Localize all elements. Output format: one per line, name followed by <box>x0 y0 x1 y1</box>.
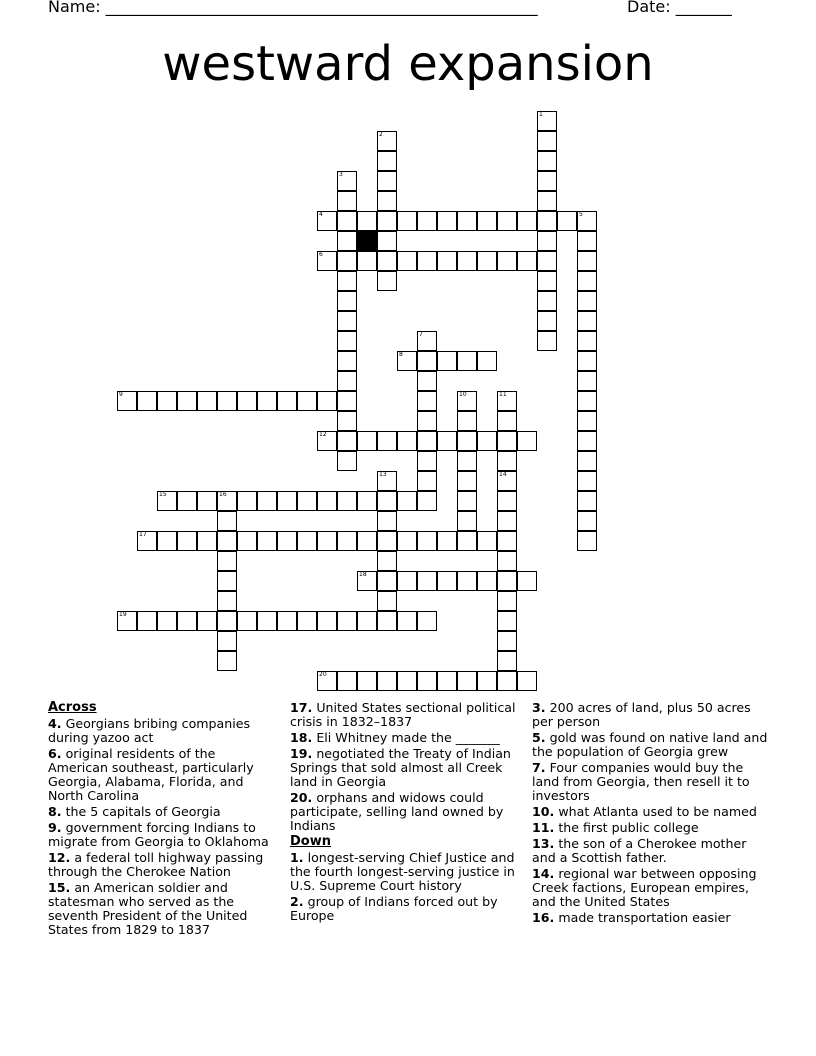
grid-cell[interactable] <box>197 611 217 631</box>
grid-cell[interactable] <box>377 671 397 691</box>
grid-cell[interactable] <box>417 371 437 391</box>
grid-cell[interactable] <box>457 471 477 491</box>
grid-cell[interactable] <box>217 551 237 571</box>
grid-cell[interactable] <box>337 451 357 471</box>
grid-cell[interactable] <box>497 671 517 691</box>
grid-cell[interactable] <box>577 411 597 431</box>
grid-cell[interactable] <box>357 251 377 271</box>
clue-number: 13 <box>379 471 387 478</box>
clue-number: 20 <box>319 671 327 678</box>
grid-cell[interactable] <box>457 671 477 691</box>
grid-cell[interactable] <box>477 251 497 271</box>
grid-cell[interactable] <box>417 431 437 451</box>
grid-cell[interactable] <box>417 351 437 371</box>
grid-cell[interactable] <box>397 211 417 231</box>
grid-cell[interactable] <box>197 531 217 551</box>
grid-cell[interactable] <box>377 591 397 611</box>
grid-cell[interactable] <box>497 611 517 631</box>
grid-cell[interactable] <box>197 491 217 511</box>
grid-cell[interactable] <box>417 411 437 431</box>
grid-cell[interactable] <box>117 391 137 411</box>
clue-number: 10 <box>459 391 467 398</box>
clue-number: 6 <box>319 251 323 258</box>
grid-cell[interactable] <box>317 671 337 691</box>
grid-cell[interactable] <box>417 491 437 511</box>
grid-cell[interactable] <box>317 491 337 511</box>
clue-down-3: 3. 200 acres of land, plus 50 acres per person <box>532 700 751 729</box>
grid-cell[interactable] <box>237 391 257 411</box>
grid-cell[interactable] <box>537 311 557 331</box>
name-field[interactable]: Name: ______________________________________________________ <box>48 0 538 16</box>
grid-cell[interactable] <box>157 531 177 551</box>
grid-cell[interactable] <box>197 391 217 411</box>
grid-cell[interactable] <box>357 431 377 451</box>
grid-cell[interactable] <box>377 611 397 631</box>
grid-cell[interactable] <box>577 251 597 271</box>
grid-cell[interactable] <box>377 191 397 211</box>
grid-cell[interactable] <box>397 671 417 691</box>
clue-across-19: 19. negotiated the Treaty of Indian Springs that sold almost all Creek land in Georgia <box>290 746 511 789</box>
grid-cell[interactable] <box>217 571 237 591</box>
grid-cell[interactable] <box>497 531 517 551</box>
grid-cell[interactable] <box>477 351 497 371</box>
clue-number: 2 <box>379 131 383 138</box>
clue-number: 17 <box>139 531 147 538</box>
grid-cell[interactable] <box>497 491 517 511</box>
clue-down-2: 2. group of Indians forced out by Europe <box>290 894 498 923</box>
grid-cell[interactable] <box>317 211 337 231</box>
grid-cell[interactable] <box>337 331 357 351</box>
clue-number: 15 <box>159 491 167 498</box>
grid-cell[interactable] <box>337 391 357 411</box>
grid-cell[interactable] <box>417 571 437 591</box>
grid-cell[interactable] <box>577 451 597 471</box>
grid-cell[interactable] <box>477 211 497 231</box>
grid-cell[interactable] <box>537 111 557 131</box>
clue-number: 9 <box>119 391 123 398</box>
grid-cell[interactable] <box>337 251 357 271</box>
grid-cell[interactable] <box>417 211 437 231</box>
grid-cell[interactable] <box>577 271 597 291</box>
clue-down-7: 7. Four companies would buy the land from Georgia, then resell it to investors <box>532 760 750 803</box>
grid-cell[interactable] <box>397 571 417 591</box>
grid-cell[interactable] <box>257 391 277 411</box>
grid-cell[interactable] <box>577 471 597 491</box>
grid-cell[interactable] <box>337 431 357 451</box>
grid-cell[interactable] <box>297 491 317 511</box>
grid-cell[interactable] <box>577 291 597 311</box>
grid-cell[interactable] <box>337 371 357 391</box>
grid-cell[interactable] <box>417 451 437 471</box>
clue-down-11: 11. the first public college <box>532 820 699 835</box>
grid-cell[interactable] <box>537 271 557 291</box>
grid-cell[interactable] <box>157 391 177 411</box>
clue-down-1: 1. longest-serving Chief Justice and the fourth longest-serving justice in U.S. Supreme Court history <box>290 850 515 893</box>
grid-cell[interactable] <box>537 251 557 271</box>
grid-cell[interactable] <box>577 491 597 511</box>
grid-cell[interactable] <box>277 491 297 511</box>
grid-cell[interactable] <box>537 211 557 231</box>
grid-cell[interactable] <box>537 191 557 211</box>
clue-number: 14 <box>499 471 507 478</box>
grid-cell[interactable] <box>517 211 537 231</box>
grid-cell[interactable] <box>397 431 417 451</box>
grid-cell[interactable] <box>337 171 357 191</box>
clue-number: 8 <box>399 351 403 358</box>
grid-cell[interactable] <box>457 491 477 511</box>
grid-cell[interactable] <box>457 391 477 411</box>
grid-cell[interactable] <box>377 211 397 231</box>
grid-cell[interactable] <box>437 431 457 451</box>
grid-cell[interactable] <box>217 651 237 671</box>
grid-cell[interactable] <box>177 531 197 551</box>
grid-cell[interactable] <box>337 211 357 231</box>
grid-cell[interactable] <box>457 351 477 371</box>
clue-number: 5 <box>579 211 583 218</box>
grid-cell[interactable] <box>457 251 477 271</box>
clue-number: 11 <box>499 391 507 398</box>
grid-cell[interactable] <box>537 131 557 151</box>
grid-cell[interactable] <box>277 531 297 551</box>
grid-cell[interactable] <box>297 391 317 411</box>
grid-cell[interactable] <box>417 671 437 691</box>
grid-cell[interactable] <box>477 671 497 691</box>
grid-cell[interactable] <box>577 351 597 371</box>
grid-cell[interactable] <box>337 611 357 631</box>
grid-cell[interactable] <box>577 211 597 231</box>
clue-down-14: 14. regional war between opposing Creek factions, European empires, and the United States <box>532 866 757 909</box>
grid-cell[interactable] <box>497 431 517 451</box>
grid-cell[interactable] <box>577 311 597 331</box>
grid-cell[interactable] <box>317 431 337 451</box>
grid-cell[interactable] <box>377 231 397 251</box>
clue-down-13: 13. the son of a Cherokee mother and a Scottish father. <box>532 836 747 865</box>
grid-cell[interactable] <box>277 611 297 631</box>
grid-cell[interactable] <box>577 431 597 451</box>
grid-cell[interactable] <box>417 531 437 551</box>
grid-cell[interactable] <box>357 671 377 691</box>
clue-across-9: 9. government forcing Indians to migrate from Georgia to Oklahoma <box>48 820 269 849</box>
grid-cell[interactable] <box>217 531 237 551</box>
grid-cell[interactable] <box>357 491 377 511</box>
grid-cell[interactable] <box>457 511 477 531</box>
grid-cell[interactable] <box>317 531 337 551</box>
grid-cell[interactable] <box>377 491 397 511</box>
grid-cell[interactable] <box>377 551 397 571</box>
grid-cell[interactable] <box>417 251 437 271</box>
grid-cell[interactable] <box>457 531 477 551</box>
puzzle-title: westward expansion <box>162 36 654 92</box>
grid-cell[interactable] <box>417 611 437 631</box>
clue-across-4: 4. Georgians bribing companies during yazoo act <box>48 716 251 745</box>
grid-cell[interactable] <box>317 251 337 271</box>
grid-cell[interactable] <box>117 611 137 631</box>
grid-cell[interactable] <box>217 491 237 511</box>
clue-number: 3 <box>339 171 343 178</box>
grid-cell[interactable] <box>477 531 497 551</box>
grid-cell[interactable] <box>437 211 457 231</box>
grid-cell[interactable] <box>357 531 377 551</box>
clue-down-5: 5. gold was found on native land and the population of Georgia grew <box>532 730 768 759</box>
clue-down-10: 10. what Atlanta used to be named <box>532 804 757 819</box>
grid-cell[interactable] <box>497 211 517 231</box>
grid-cell[interactable] <box>377 511 397 531</box>
grid-cell[interactable] <box>497 471 517 491</box>
date-field[interactable]: Date: _______ <box>627 0 732 16</box>
grid-cell[interactable] <box>517 571 537 591</box>
grid-cell[interactable] <box>577 231 597 251</box>
grid-cell[interactable] <box>397 531 417 551</box>
grid-cell[interactable] <box>437 531 457 551</box>
grid-cell[interactable] <box>477 431 497 451</box>
grid-cell[interactable] <box>337 411 357 431</box>
clue-across-8: 8. the 5 capitals of Georgia <box>48 804 221 819</box>
grid-cell[interactable] <box>577 531 597 551</box>
grid-cell[interactable] <box>377 571 397 591</box>
grid-cell[interactable] <box>257 531 277 551</box>
grid-cell[interactable] <box>377 131 397 151</box>
grid-cell[interactable] <box>137 391 157 411</box>
clue-across-6: 6. original residents of the American southeast, particularly Georgia, Alabama, Florida, and North Carolina <box>48 746 254 803</box>
clue-number: 18 <box>359 571 367 578</box>
grid-cell[interactable] <box>177 491 197 511</box>
grid-cell[interactable] <box>517 671 537 691</box>
clue-across-15: 15. an American soldier and statesman who served as the seventh President of the United States from 1829 to 1837 <box>48 880 248 937</box>
grid-cell[interactable] <box>377 531 397 551</box>
grid-cell[interactable] <box>477 571 497 591</box>
clue-number: 4 <box>319 211 323 218</box>
clues-column-2 <box>290 701 520 925</box>
across-heading: Across <box>48 700 97 715</box>
grid-cell[interactable] <box>377 431 397 451</box>
grid-cell[interactable] <box>397 251 417 271</box>
grid-cell[interactable] <box>577 511 597 531</box>
grid-cell[interactable] <box>337 351 357 371</box>
grid-cell[interactable] <box>177 391 197 411</box>
grid-cell[interactable] <box>557 211 577 231</box>
grid-cell[interactable] <box>377 171 397 191</box>
grid-cell[interactable] <box>317 391 337 411</box>
grid-cell[interactable] <box>497 631 517 651</box>
grid-cell[interactable] <box>537 171 557 191</box>
grid-cell[interactable] <box>457 571 477 591</box>
grid-cell[interactable] <box>497 551 517 571</box>
grid-cell[interactable] <box>497 511 517 531</box>
grid-cell[interactable] <box>257 491 277 511</box>
grid-cell[interactable] <box>357 571 377 591</box>
grid-cell[interactable] <box>437 251 457 271</box>
grid-cell[interactable] <box>337 311 357 331</box>
grid-cell[interactable] <box>417 391 437 411</box>
grid-cell[interactable] <box>217 631 237 651</box>
grid-cell[interactable] <box>497 411 517 431</box>
down-heading: Down <box>290 834 331 849</box>
clues-column-3 <box>532 701 772 927</box>
grid-cell[interactable] <box>437 351 457 371</box>
grid-cell[interactable] <box>237 491 257 511</box>
grid-cell[interactable] <box>297 531 317 551</box>
grid-cell[interactable] <box>457 451 477 471</box>
grid-cell[interactable] <box>137 611 157 631</box>
grid-cell[interactable] <box>437 671 457 691</box>
grid-cell[interactable] <box>157 491 177 511</box>
grid-cell[interactable] <box>577 331 597 351</box>
grid-cell[interactable] <box>497 251 517 271</box>
grid-cell[interactable] <box>217 391 237 411</box>
grid-cell[interactable] <box>537 331 557 351</box>
grid-cell[interactable] <box>457 431 477 451</box>
clue-number: 19 <box>119 611 127 618</box>
clue-number: 7 <box>419 331 423 338</box>
grid-cell[interactable] <box>337 491 357 511</box>
grid-cell[interactable] <box>497 651 517 671</box>
grid-cell[interactable] <box>537 291 557 311</box>
grid-cell[interactable] <box>277 391 297 411</box>
grid-cell[interactable] <box>537 151 557 171</box>
grid-cell[interactable] <box>497 451 517 471</box>
grid-cell[interactable] <box>397 491 417 511</box>
grid-cell[interactable] <box>457 411 477 431</box>
grid-cell[interactable] <box>517 431 537 451</box>
grid-cell[interactable] <box>377 271 397 291</box>
grid-cell[interactable] <box>237 611 257 631</box>
grid-cell[interactable] <box>497 571 517 591</box>
grid-cell[interactable] <box>377 151 397 171</box>
grid-cell[interactable] <box>337 671 357 691</box>
grid-cell[interactable] <box>577 391 597 411</box>
grid-cell[interactable] <box>397 611 417 631</box>
grid-cell[interactable] <box>337 231 357 251</box>
grid-cell[interactable] <box>437 571 457 591</box>
grid-cell[interactable] <box>377 251 397 271</box>
grid-cell[interactable] <box>237 531 257 551</box>
grid-cell[interactable] <box>397 351 417 371</box>
grid-cell[interactable] <box>137 531 157 551</box>
grid-cell[interactable] <box>377 471 397 491</box>
clue-number: 1 <box>539 111 543 118</box>
grid-cell[interactable] <box>337 191 357 211</box>
grid-cell[interactable] <box>337 291 357 311</box>
grid-cell[interactable] <box>177 611 197 631</box>
grid-cell[interactable] <box>517 251 537 271</box>
grid-cell[interactable] <box>417 331 437 351</box>
clue-across-17: 17. United States sectional political crisis in 1832–1837 <box>290 700 516 729</box>
clue-number: 16 <box>219 491 227 498</box>
grid-cell[interactable] <box>457 211 477 231</box>
grid-cell[interactable] <box>497 591 517 611</box>
grid-cell[interactable] <box>337 531 357 551</box>
grid-cell[interactable] <box>357 211 377 231</box>
grid-cell[interactable] <box>577 371 597 391</box>
clues-column-1 <box>48 701 278 939</box>
grid-cell[interactable] <box>337 271 357 291</box>
grid-cell[interactable] <box>417 471 437 491</box>
grid-cell[interactable] <box>297 611 317 631</box>
clue-down-16: 16. made transportation easier <box>532 910 731 925</box>
grid-cell[interactable] <box>497 391 517 411</box>
grid-cell[interactable] <box>217 511 237 531</box>
grid-cell[interactable] <box>317 611 337 631</box>
grid-cell[interactable] <box>157 611 177 631</box>
grid-cell[interactable] <box>537 231 557 251</box>
grid-cell[interactable] <box>217 611 237 631</box>
grid-cell[interactable] <box>217 591 237 611</box>
clue-across-18: 18. Eli Whitney made the _______ <box>290 730 500 745</box>
clue-across-12: 12. a federal toll highway passing through the Cherokee Nation <box>48 850 264 879</box>
grid-cell[interactable] <box>357 611 377 631</box>
clue-across-20: 20. orphans and widows could participate, selling land owned by Indians <box>290 790 504 833</box>
clue-number: 12 <box>319 431 327 438</box>
black-cell <box>357 231 377 251</box>
grid-cell[interactable] <box>257 611 277 631</box>
